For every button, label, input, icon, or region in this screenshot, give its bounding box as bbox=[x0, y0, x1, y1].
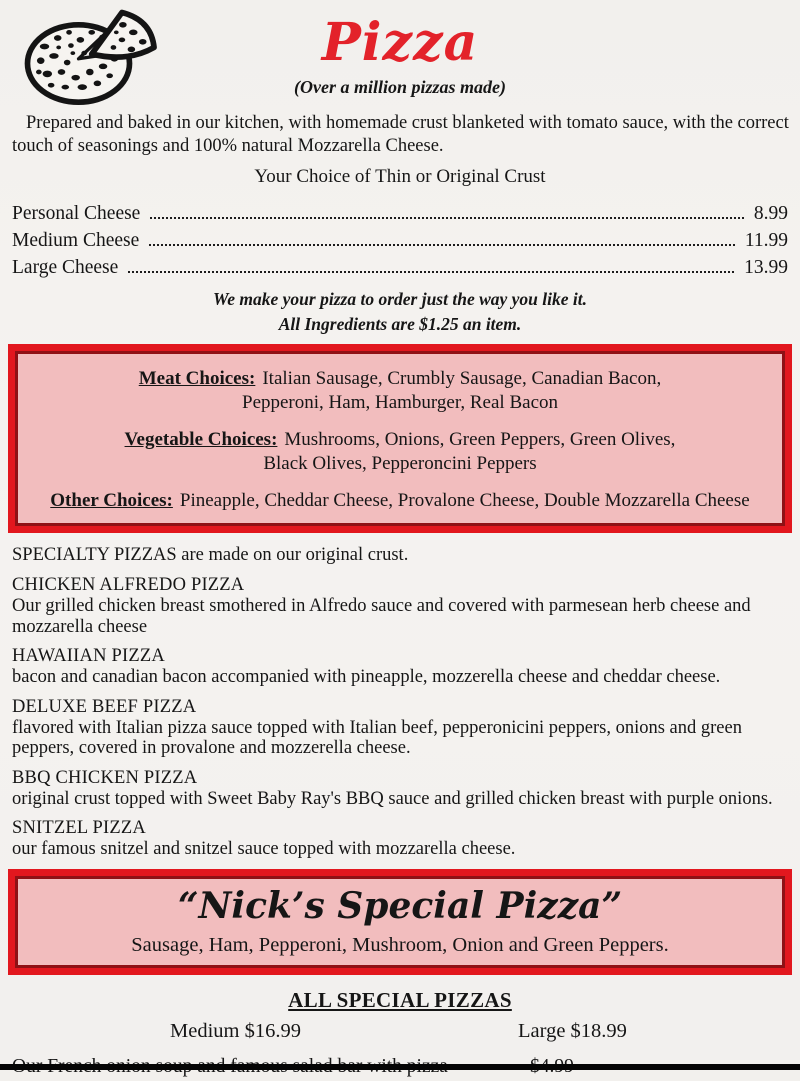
page-subtitle: (Over a million pizzas made) bbox=[294, 77, 506, 97]
meat-choices-group bbox=[27, 367, 773, 415]
note-line-2: All Ingredients are $1.25 an item. bbox=[278, 314, 522, 334]
medium-special-price: Medium $16.99 bbox=[170, 1019, 301, 1042]
special-pizza-prices-row bbox=[0, 1020, 800, 1047]
note-line-1: We make your pizza to order just the way you like it. bbox=[213, 289, 587, 309]
item-price: 13.99 bbox=[744, 257, 788, 278]
dotted-leader bbox=[128, 271, 734, 273]
item-name: Large Cheese bbox=[12, 257, 119, 278]
item-price: 11.99 bbox=[744, 230, 788, 251]
specialty-item-desc: original crust topped with Sweet Baby Ray's BBQ sauce and grilled chicken breast with purple onions. bbox=[12, 788, 773, 809]
all-special-pizzas-heading: ALL SPECIAL PIZZAS bbox=[288, 987, 512, 1012]
item-price: 8.99 bbox=[753, 203, 788, 224]
specialty-item-name: HAWAIIAN PIZZA bbox=[12, 646, 165, 666]
specialty-item-desc: Our grilled chicken breast smothered in Alfredo sauce and covered with parmesean herb cheese and mozzarella cheese bbox=[12, 596, 751, 637]
other-choices-group bbox=[27, 489, 773, 513]
specialty-item-desc: bacon and canadian bacon accompanied with pineapple, mozzerella cheese and cheddar cheese. bbox=[12, 667, 721, 687]
specialty-item-snitzel bbox=[12, 818, 788, 860]
specialty-item-bbq-chicken bbox=[12, 768, 788, 810]
meat-choices-label: Meat Choices: bbox=[138, 368, 256, 389]
choice-items: Mushrooms, Onions, Green Peppers, Green Olives, bbox=[284, 429, 676, 450]
price-row-medium bbox=[12, 225, 788, 252]
specialty-item-hawaiian bbox=[12, 646, 788, 688]
specialty-item-name: SNITZEL PIZZA bbox=[12, 818, 146, 838]
specialty-item-desc: flavored with Italian pizza sauce topped with Italian beef, pepperonicini peppers, onions and green peppers, covered in provalone and mozzerella cheese. bbox=[12, 717, 742, 758]
menu-header bbox=[0, 0, 800, 104]
vegetable-choices-label: Vegetable Choices: bbox=[124, 429, 278, 450]
crust-choice-line: Your Choice of Thin or Original Crust bbox=[254, 166, 546, 187]
choice-items: Pineapple, Cheddar Cheese, Provalone Cheese, Double Mozzarella Cheese bbox=[179, 490, 750, 511]
choice-line bbox=[27, 489, 773, 513]
choice-line: Black Olives, Pepperoncini Peppers bbox=[263, 453, 537, 474]
item-name: Medium Cheese bbox=[12, 230, 140, 251]
nicks-special-ingredients: Sausage, Ham, Pepperoni, Mushroom, Onion and Green Peppers. bbox=[131, 933, 669, 956]
toppings-choices-box bbox=[8, 344, 792, 533]
nicks-special-title: “Nick’s Special Pizza” bbox=[177, 884, 623, 927]
nicks-special-box bbox=[8, 869, 792, 975]
large-special-price: Large $18.99 bbox=[518, 1019, 627, 1042]
cheese-price-list bbox=[12, 198, 788, 279]
specialty-item-name: CHICKEN ALFREDO PIZZA bbox=[12, 575, 245, 595]
dotted-leader bbox=[150, 217, 744, 219]
choice-line bbox=[27, 367, 773, 391]
specialty-intro: SPECIALTY PIZZAS are made on our original crust. bbox=[12, 545, 409, 565]
choice-line bbox=[27, 428, 773, 452]
specialty-pizzas-section bbox=[12, 544, 788, 860]
pizza-logo-icon bbox=[16, 4, 158, 106]
item-name: Personal Cheese bbox=[12, 203, 141, 224]
specialty-item-deluxe-beef bbox=[12, 697, 788, 759]
scan-edge-bar bbox=[0, 1064, 800, 1070]
price-row-personal bbox=[12, 198, 788, 225]
price-row-large bbox=[12, 252, 788, 279]
choice-line: Pepperoni, Ham, Hamburger, Real Bacon bbox=[242, 392, 558, 413]
choice-items: Italian Sausage, Crumbly Sausage, Canadian Bacon, bbox=[262, 368, 662, 389]
specialty-item-name: DELUXE BEEF PIZZA bbox=[12, 696, 197, 717]
intro-paragraph: Prepared and baked in our kitchen, with homemade crust blanketed with tomato sauce, with the correct touch of seasonings and 100% natural Mozzarella Cheese. bbox=[12, 113, 789, 156]
order-notes bbox=[0, 287, 800, 337]
specialty-item-chicken-alfredo bbox=[12, 575, 788, 637]
vegetable-choices-group bbox=[27, 428, 773, 476]
other-choices-label: Other Choices: bbox=[50, 490, 173, 511]
specialty-item-desc: our famous snitzel and snitzel sauce topped with mozzarella cheese. bbox=[12, 839, 516, 859]
specialty-item-name: BBQ CHICKEN PIZZA bbox=[12, 767, 198, 788]
page-title: Pizza bbox=[321, 12, 479, 73]
dotted-leader bbox=[149, 244, 735, 246]
